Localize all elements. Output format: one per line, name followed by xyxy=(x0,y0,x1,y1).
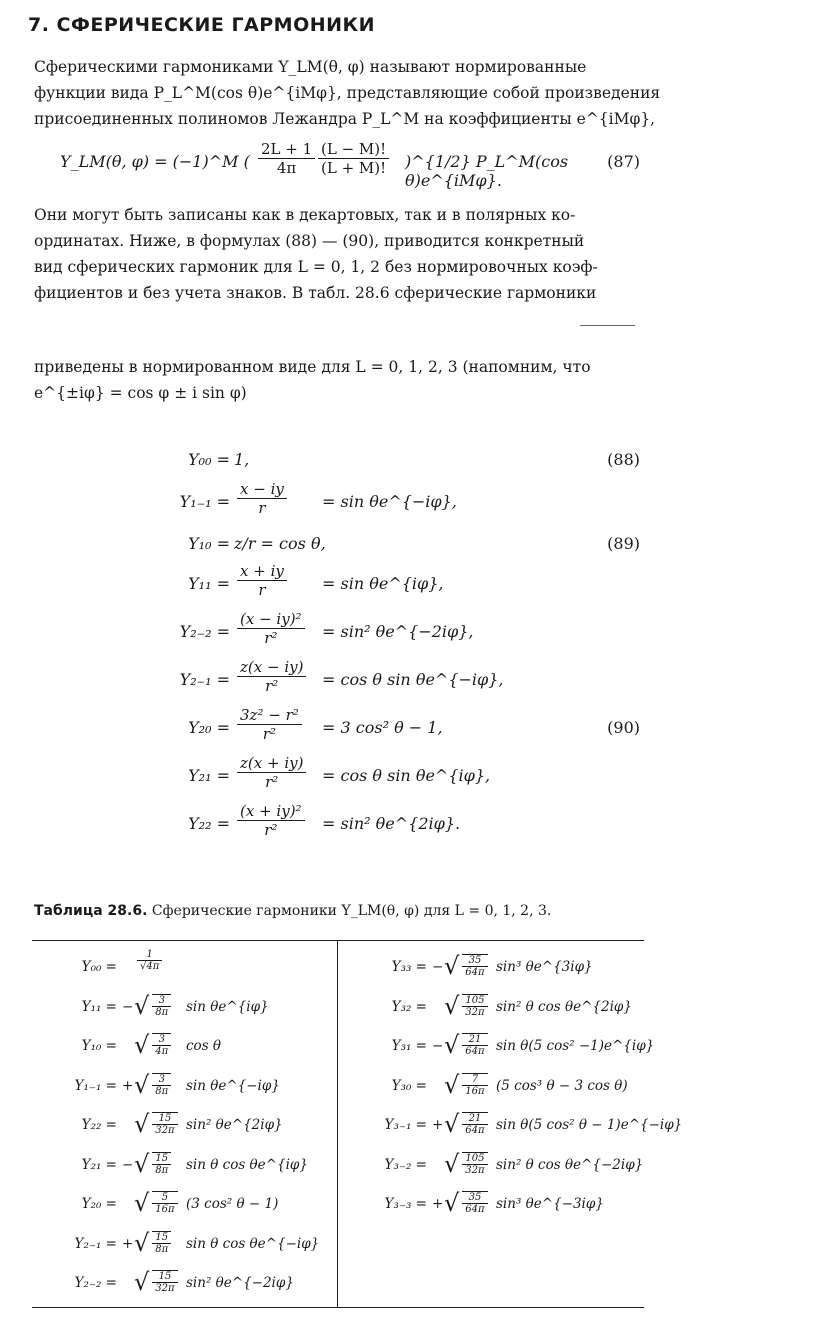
eq87-frac1-num: 2L + 1 xyxy=(258,140,315,159)
formula-lhs: Y₂₁ = xyxy=(188,766,230,785)
table-column-right xyxy=(342,941,683,1307)
formula-lhs: Y₁₋₁ = xyxy=(179,492,230,511)
paragraph-3 xyxy=(34,354,644,406)
table-numerator: 5 xyxy=(152,1192,177,1204)
formula-fraction xyxy=(237,610,305,647)
table-fraction xyxy=(152,1073,171,1097)
harmonic-expression: sin³ θe^{−3iφ} xyxy=(496,1196,604,1212)
table-row xyxy=(342,1147,642,1183)
harmonic-label: Y₂₁ = xyxy=(81,1156,117,1173)
formula-numerator: z(x + iy) xyxy=(237,754,306,773)
table-fraction xyxy=(462,1112,487,1136)
table-fraction xyxy=(462,994,487,1018)
table-row xyxy=(32,1107,332,1143)
table-fraction xyxy=(152,1112,177,1136)
formula-lhs: Y₂₀ = xyxy=(188,718,230,737)
table-caption-text: Сферические гармоники Y_LM(θ, φ) для L = 0, 1, 2, 3. xyxy=(151,903,552,919)
table-row xyxy=(32,1068,332,1104)
formula-rhs: = sin² θe^{−2iφ}, xyxy=(322,622,474,641)
table-denominator: 8π xyxy=(155,1243,169,1255)
formula-denominator: r² xyxy=(265,677,279,695)
formula-row xyxy=(170,438,640,482)
table-fraction xyxy=(462,1191,487,1215)
table-denominator: 16π xyxy=(155,1204,175,1215)
formula-rhs: 1, xyxy=(234,450,250,469)
sqrt-symbol: √ xyxy=(134,1268,150,1296)
table-fraction xyxy=(462,954,487,978)
harmonic-label: Y₃₁ = xyxy=(391,1038,427,1054)
table-row xyxy=(342,949,642,985)
sqrt-symbol: √ xyxy=(134,991,150,1020)
intro-line: функции вида P_L^M(cos θ)e^{iMφ}, представляющие собой произведения xyxy=(34,84,661,102)
sqrt-fraction xyxy=(134,1068,174,1102)
harmonic-sign: − xyxy=(122,998,134,1015)
intro-line: присоединенных полиномов Лежандра P_L^M на коэффициенты e^{iMφ}, xyxy=(34,110,656,128)
para3-line: приведены в нормированном виде для L = 0, 1, 2, 3 (напомним, что xyxy=(34,358,591,376)
sqrt-fraction xyxy=(134,1107,181,1141)
table-numerator: 3 xyxy=(152,1034,171,1046)
table-fraction xyxy=(137,949,162,972)
harmonic-label: Y₃₋₂ = xyxy=(384,1156,427,1173)
table-column-left xyxy=(32,941,332,1307)
table-numerator: 105 xyxy=(462,1153,487,1165)
harmonic-expression: sin³ θe^{3iφ} xyxy=(496,959,593,975)
table-denominator: √4π xyxy=(140,961,160,972)
formula-row xyxy=(170,802,640,846)
table-denominator: 64π xyxy=(465,1204,485,1215)
formula-row xyxy=(170,522,640,566)
table-row xyxy=(342,1028,655,1064)
table-denominator: 8π xyxy=(155,1164,169,1176)
divider xyxy=(580,325,635,326)
harmonic-label: Y₃₂ = xyxy=(391,998,427,1015)
formula-rhs: = sin θe^{iφ}, xyxy=(322,574,444,593)
sqrt-fraction xyxy=(134,1028,174,1062)
table-numerator: 15 xyxy=(152,1153,171,1165)
harmonic-label: Y₂₀ = xyxy=(81,1196,117,1212)
table-row xyxy=(32,1186,332,1222)
sqrt-symbol: √ xyxy=(134,1110,150,1138)
intro-paragraph xyxy=(34,54,661,132)
table-denominator: 32π xyxy=(155,1125,175,1136)
sqrt-symbol: √ xyxy=(134,1228,150,1257)
table-row xyxy=(32,1147,332,1183)
sqrt-fraction xyxy=(444,989,491,1023)
table-row xyxy=(342,989,642,1025)
formula-lhs: Y₂₂ = xyxy=(188,814,230,833)
sqrt-fraction xyxy=(134,1265,181,1299)
table-numerator: 7 xyxy=(462,1074,487,1086)
eq87-frac1-den: 4π xyxy=(276,159,297,177)
table-fraction xyxy=(152,1231,171,1255)
table-row xyxy=(32,1028,332,1064)
sqrt-symbol: √ xyxy=(134,1070,150,1099)
sqrt-fraction xyxy=(134,1186,181,1220)
harmonic-expression: sin θ cos θe^{iφ} xyxy=(186,1156,308,1173)
table-denominator: 32π xyxy=(465,1006,485,1018)
formula-rhs: = 3 cos² θ − 1, xyxy=(322,718,443,737)
eq87-frac2 xyxy=(318,140,389,177)
formula-numerator: z(x − iy) xyxy=(237,658,306,677)
paragraph-2 xyxy=(34,202,644,306)
harmonic-expression: sin θ(5 cos² θ − 1)e^{−iφ} xyxy=(496,1117,683,1133)
table-row xyxy=(342,1107,683,1143)
harmonic-expression: sin θe^{−iφ} xyxy=(186,1077,280,1094)
formula-row xyxy=(170,562,640,606)
formula-lhs: Y₀₀ = xyxy=(188,450,230,469)
table-fraction xyxy=(462,1152,487,1176)
formula-fraction xyxy=(237,754,306,791)
formula-rhs: = cos θ sin θe^{iφ}, xyxy=(322,766,491,785)
harmonics-table xyxy=(32,940,683,1308)
harmonic-label: Y₀₀ = xyxy=(81,959,117,975)
table-denominator: 64π xyxy=(465,1125,485,1136)
eq87-frac2-den: (L + M)! xyxy=(321,159,387,177)
sqrt-symbol: √ xyxy=(444,1149,460,1178)
table-fraction xyxy=(462,1073,487,1097)
formula-denominator: r² xyxy=(264,629,278,647)
harmonic-sign: − xyxy=(432,959,444,975)
harmonic-label: Y₁₀ = xyxy=(81,1038,117,1054)
eq87-lhs: Y_LM(θ, φ) = (−1)^M ( xyxy=(60,152,250,171)
harmonic-sign: + xyxy=(122,1077,134,1094)
eq87-frac1 xyxy=(258,140,315,177)
table-numerator: 15 xyxy=(152,1232,171,1244)
table-row xyxy=(32,1226,332,1262)
table-row xyxy=(342,1186,642,1222)
formula-row xyxy=(170,480,640,524)
table-fraction xyxy=(152,1033,171,1057)
table-denominator: 8π xyxy=(155,1006,169,1018)
formula-numerator: (x + iy)² xyxy=(237,802,305,821)
table-numerator: 21 xyxy=(462,1113,487,1125)
formula-row xyxy=(170,658,640,702)
table-numerator: 3 xyxy=(152,1074,171,1086)
intro-line: Сферическими гармониками Y_LM(θ, φ) называют нормированные xyxy=(34,58,587,76)
harmonic-expression: (5 cos³ θ − 3 cos θ) xyxy=(496,1077,628,1094)
sqrt-symbol: √ xyxy=(444,1110,460,1138)
sqrt-fraction xyxy=(444,1107,491,1141)
sqrt-fraction xyxy=(134,989,174,1023)
harmonic-sign: − xyxy=(432,1038,444,1054)
formula-row xyxy=(170,706,640,750)
sqrt-fraction xyxy=(134,1226,174,1260)
table-fraction xyxy=(462,1033,487,1057)
harmonic-expression: sin² θ cos θe^{−2iφ} xyxy=(496,1156,644,1173)
table-row xyxy=(32,1265,332,1301)
eq87-frac2-num: (L − M)! xyxy=(318,140,389,159)
table-denominator: 32π xyxy=(465,1164,485,1176)
formula-fraction xyxy=(237,802,305,839)
formula-lhs: Y₂₋₁ = xyxy=(179,670,230,689)
harmonic-sign: − xyxy=(122,1156,134,1173)
sqrt-fraction xyxy=(444,1186,491,1220)
table-denominator: 64π xyxy=(465,1046,485,1057)
formula-numerator: x − iy xyxy=(237,480,287,499)
harmonic-expression: sin² θe^{2iφ} xyxy=(186,1117,283,1133)
table-caption-label: Таблица 28.6. xyxy=(34,903,148,919)
formula-fraction xyxy=(237,562,287,599)
table-denominator: 16π xyxy=(465,1085,485,1097)
sqrt-symbol: √ xyxy=(134,1189,150,1217)
section-title: 7. СФЕРИЧЕСКИЕ ГАРМОНИКИ xyxy=(28,14,375,36)
formula-lhs: Y₂₋₂ = xyxy=(179,622,230,641)
formula-fraction xyxy=(237,480,287,517)
table-fraction xyxy=(152,994,171,1018)
harmonic-label: Y₂₂ = xyxy=(81,1117,117,1133)
harmonic-sign: + xyxy=(432,1117,444,1133)
formula-number: (89) xyxy=(607,534,640,553)
formula-numerator: x + iy xyxy=(237,562,287,581)
eq87-number: (87) xyxy=(607,152,640,171)
harmonic-label: Y₁₋₁ = xyxy=(74,1077,117,1094)
table-numerator: 15 xyxy=(152,1113,177,1125)
harmonic-sign: + xyxy=(122,1235,134,1252)
table-numerator: 1 xyxy=(137,949,162,961)
para2-line: фициентов и без учета знаков. В табл. 28.6 сферические гармоники xyxy=(34,284,597,302)
para3-line: e^{±iφ} = cos φ ± i sin φ) xyxy=(34,384,247,402)
fraction xyxy=(134,949,165,972)
formula-denominator: r xyxy=(258,499,266,517)
harmonic-sign: + xyxy=(432,1196,444,1212)
para2-line: вид сферических гармоник для L = 0, 1, 2 без нормировочных коэф- xyxy=(34,258,598,276)
formula-fraction xyxy=(237,706,302,743)
table-numerator: 35 xyxy=(462,955,487,967)
sqrt-fraction xyxy=(444,1028,491,1062)
para2-line: ординатах. Ниже, в формулах (88) — (90), приводится конкретный xyxy=(34,232,585,250)
formula-lhs: Y₁₀ = xyxy=(188,534,230,553)
formula-numerator: 3z² − r² xyxy=(237,706,302,725)
para2-line: Они могут быть записаны как в декартовых, так и в полярных ко- xyxy=(34,206,576,224)
formula-fraction xyxy=(237,658,306,695)
eq87-rhs: )^{1/2} P_L^M(cos θ)e^{iMφ}. xyxy=(405,152,569,190)
harmonic-label: Y₃₃ = xyxy=(391,959,427,975)
formula-rhs: z/r = cos θ, xyxy=(234,534,326,553)
formula-denominator: r² xyxy=(262,725,276,743)
formula-block xyxy=(170,430,640,860)
formula-number: (90) xyxy=(607,718,640,737)
table-numerator: 35 xyxy=(462,1192,487,1204)
table-row xyxy=(32,949,332,985)
harmonic-expression: sin θ(5 cos² −1)e^{iφ} xyxy=(496,1038,655,1054)
harmonic-expression: sin θ cos θe^{−iφ} xyxy=(186,1235,320,1252)
harmonic-label: Y₃₀ = xyxy=(391,1077,427,1094)
formula-numerator: (x − iy)² xyxy=(237,610,305,629)
table-denominator: 32π xyxy=(155,1283,175,1294)
harmonic-label: Y₃₋₃ = xyxy=(384,1196,427,1212)
table-numerator: 15 xyxy=(152,1271,177,1283)
formula-rhs: = sin² θe^{2iφ}. xyxy=(322,814,461,833)
harmonic-label: Y₁₁ = xyxy=(81,998,117,1015)
table-fraction xyxy=(152,1191,177,1215)
table-denominator: 4π xyxy=(155,1046,169,1057)
harmonic-expression: sin² θ cos θe^{2iφ} xyxy=(496,998,632,1015)
table-numerator: 105 xyxy=(462,995,487,1007)
table-divider xyxy=(337,941,338,1307)
sqrt-symbol: √ xyxy=(444,991,460,1020)
formula-denominator: r² xyxy=(264,821,278,839)
table-row xyxy=(342,1068,642,1104)
formula-rhs: = cos θ sin θe^{−iφ}, xyxy=(322,670,504,689)
sqrt-fraction xyxy=(444,1068,491,1102)
formula-denominator: r xyxy=(258,581,266,599)
table-caption xyxy=(34,903,551,919)
harmonic-label: Y₂₋₁ = xyxy=(74,1235,117,1252)
sqrt-fraction xyxy=(134,1147,174,1181)
formula-row xyxy=(170,754,640,798)
table-denominator: 64π xyxy=(465,967,485,978)
harmonic-label: Y₃₋₁ = xyxy=(384,1117,427,1133)
sqrt-fraction xyxy=(444,1147,491,1181)
formula-row xyxy=(170,610,640,654)
sqrt-symbol: √ xyxy=(444,1031,460,1059)
formula-lhs: Y₁₁ = xyxy=(188,574,230,593)
table-denominator: 8π xyxy=(155,1085,169,1097)
sqrt-symbol: √ xyxy=(444,1189,460,1217)
sqrt-symbol: √ xyxy=(134,1149,150,1178)
sqrt-symbol: √ xyxy=(134,1031,150,1059)
harmonic-expression: sin θe^{iφ} xyxy=(186,998,269,1015)
sqrt-symbol: √ xyxy=(444,1070,460,1099)
table-numerator: 21 xyxy=(462,1034,487,1046)
harmonic-label: Y₂₋₂ = xyxy=(74,1275,117,1291)
table-fraction xyxy=(152,1152,171,1176)
formula-denominator: r² xyxy=(265,773,279,791)
table-row xyxy=(32,989,332,1025)
table-fraction xyxy=(152,1270,177,1294)
formula-number: (88) xyxy=(607,450,640,469)
sqrt-symbol: √ xyxy=(444,952,460,980)
harmonic-expression: cos θ xyxy=(186,1038,222,1054)
table-numerator: 3 xyxy=(152,995,171,1007)
equation-87 xyxy=(60,140,640,190)
sqrt-fraction xyxy=(444,949,491,983)
harmonic-expression: sin² θe^{−2iφ} xyxy=(186,1275,294,1291)
harmonic-expression: (3 cos² θ − 1) xyxy=(186,1196,279,1212)
formula-rhs: = sin θe^{−iφ}, xyxy=(322,492,457,511)
